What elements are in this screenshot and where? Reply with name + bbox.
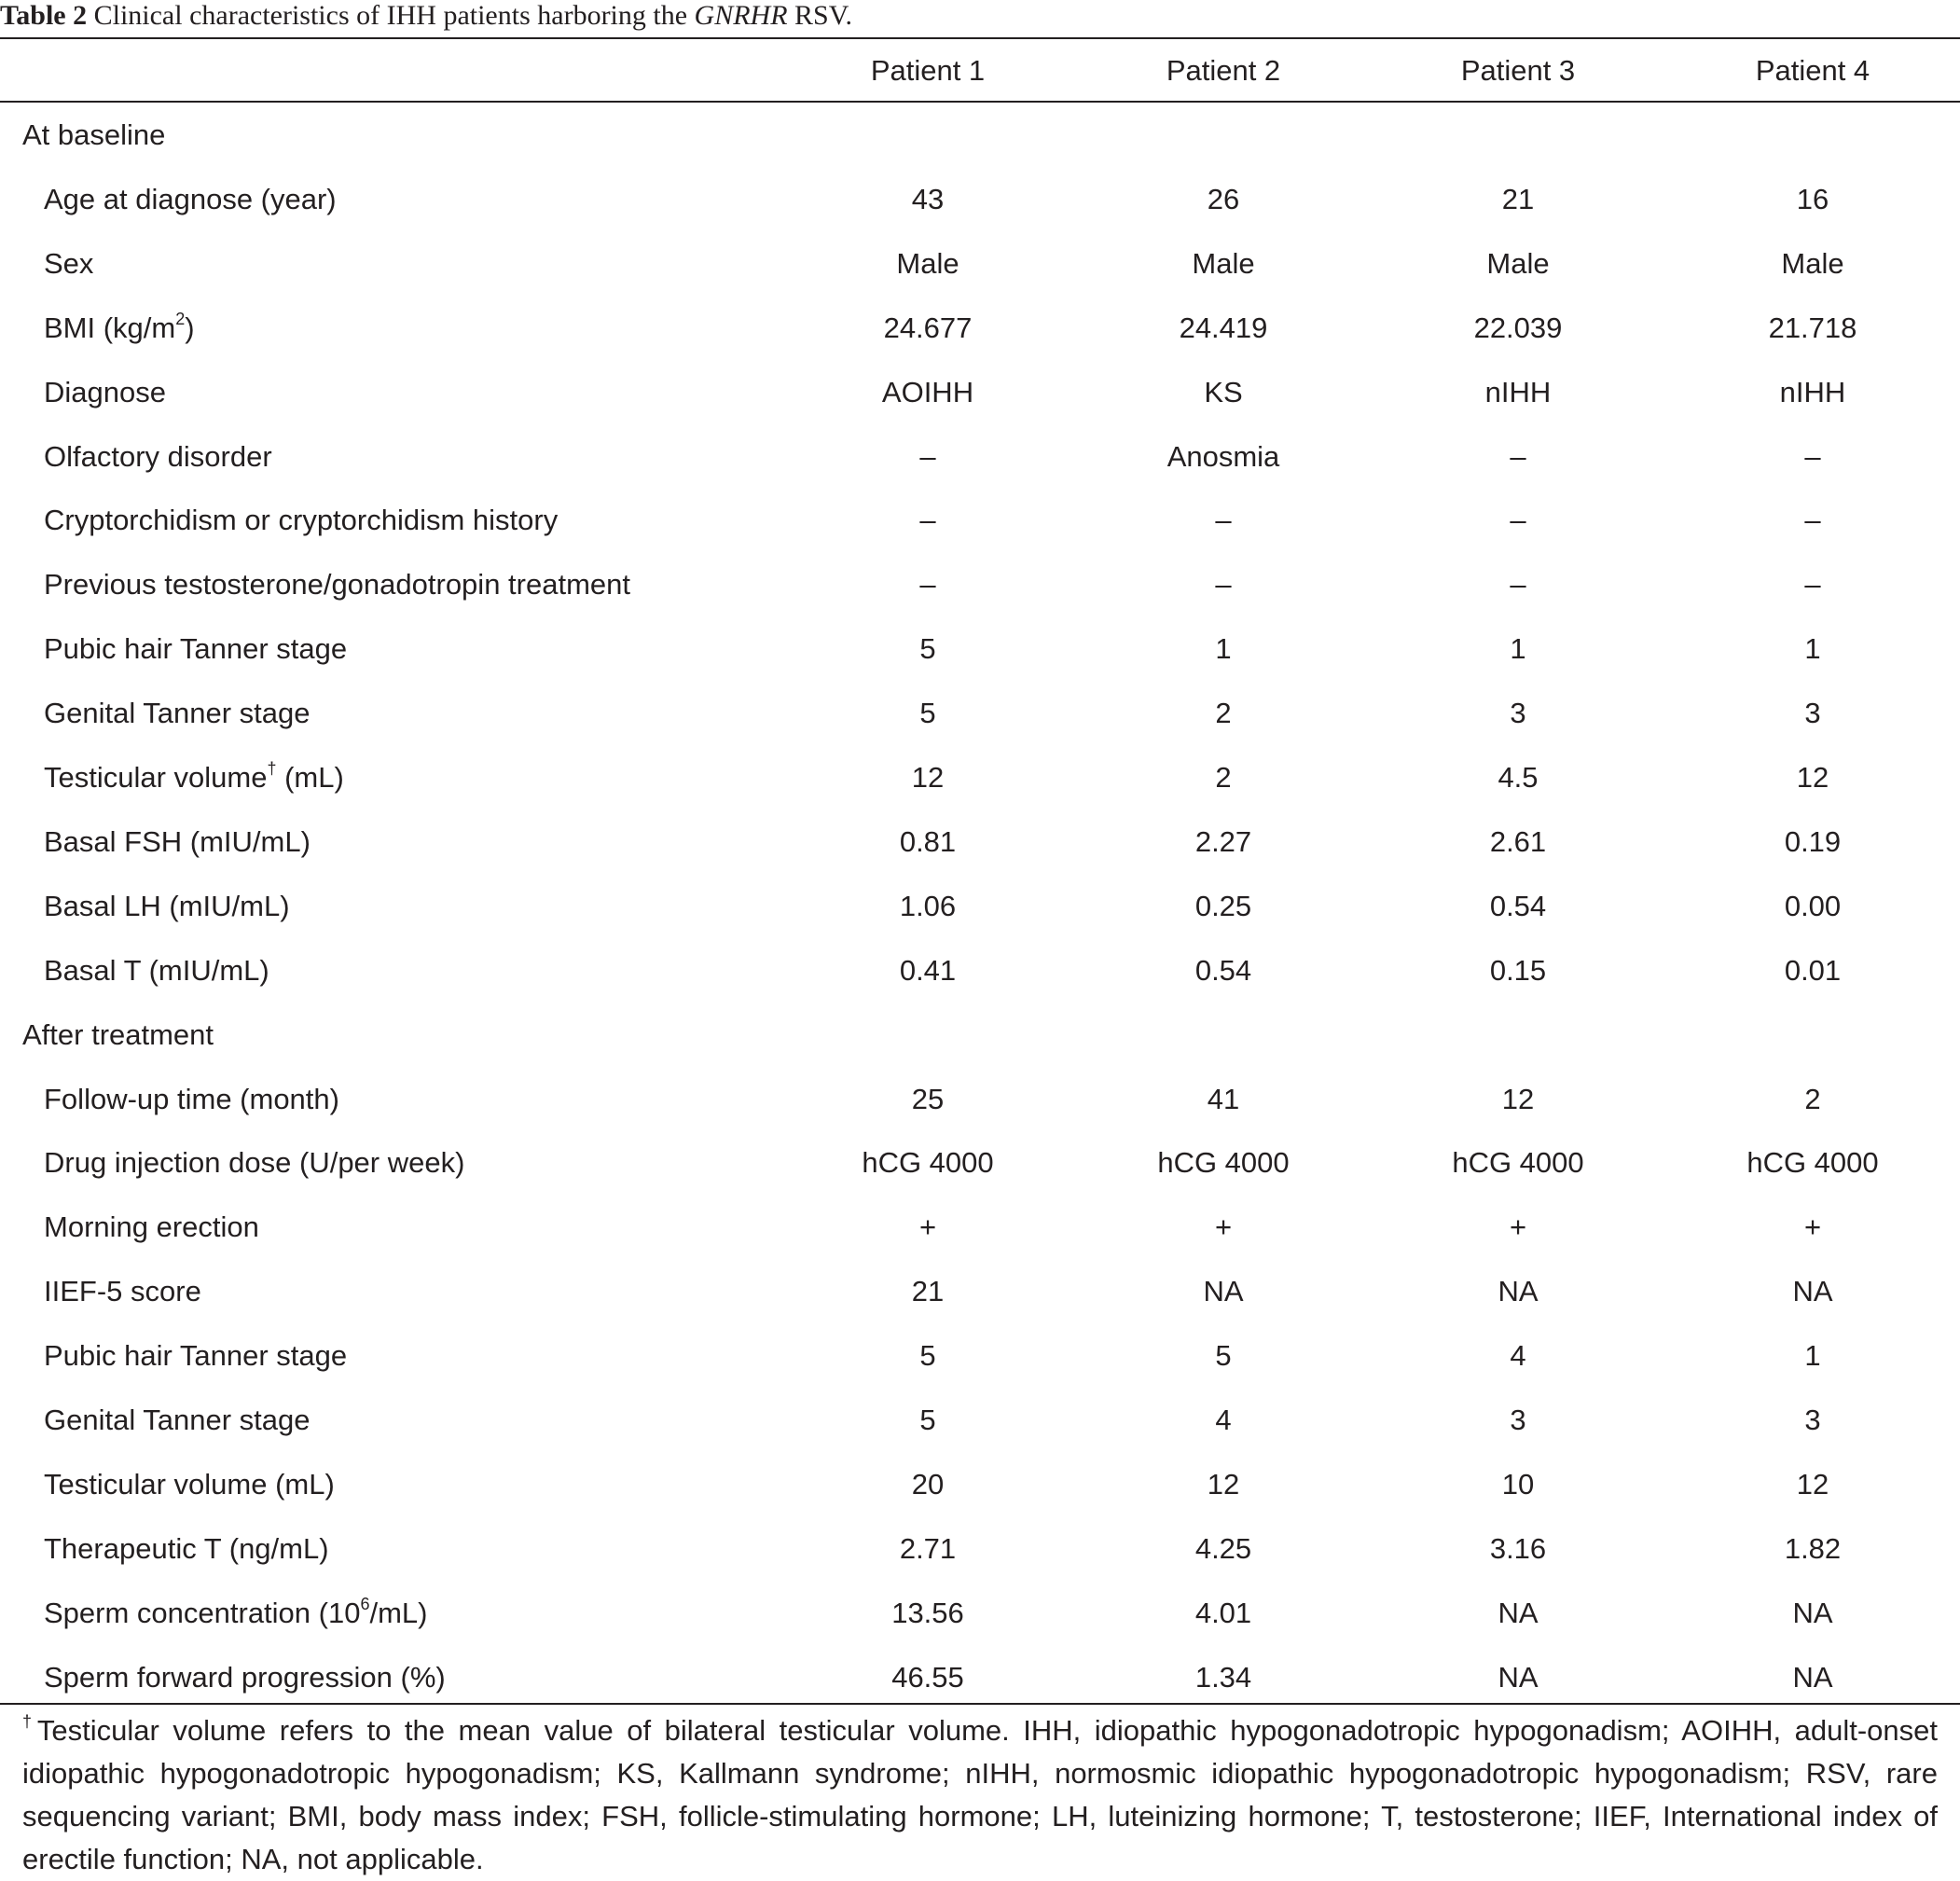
table-cell-patient-2: 12 <box>1207 1468 1240 1501</box>
table-cell-patient-4: 12 <box>1796 1468 1829 1501</box>
row-label <box>44 1273 201 1310</box>
table-cell-patient-3: – <box>1510 504 1526 536</box>
table-cell-patient-2: 1.34 <box>1194 1661 1252 1694</box>
table-cell-patient-2: 24.419 <box>1179 311 1268 344</box>
table-cell-patient-3: 3 <box>1510 697 1526 729</box>
footnote-mark: † <box>22 1711 37 1731</box>
row-label <box>44 759 344 796</box>
row-label-text: Basal LH (mIU/mL) <box>44 890 290 922</box>
table-cell-patient-2: – <box>1215 568 1232 601</box>
column-header-patient-4: Patient 4 <box>1755 54 1870 87</box>
table-cell-patient-1: AOIHH <box>881 376 974 408</box>
row-label-text: Genital Tanner stage <box>44 1404 311 1436</box>
table-cell-patient-2: KS <box>1204 376 1243 408</box>
table-cell-patient-3: 4 <box>1510 1339 1526 1372</box>
table-label: Table 2 <box>0 0 88 31</box>
table-cell-patient-4: NA <box>1792 1275 1833 1307</box>
row-label-text: Pubic hair Tanner stage <box>44 632 348 665</box>
row-label-text: Previous testosterone/gonadotropin treatment <box>44 568 630 601</box>
top-rule <box>0 37 1960 39</box>
table-cell-patient-1: 1.06 <box>899 890 957 922</box>
table-cell-patient-4: NA <box>1792 1597 1833 1629</box>
table-cell-patient-4: 12 <box>1796 761 1829 794</box>
table-cell-patient-2: 4.25 <box>1194 1532 1252 1565</box>
table-cell-patient-3: – <box>1510 568 1526 601</box>
row-label-text: Basal FSH (mIU/mL) <box>44 825 311 858</box>
table-cell-patient-1: 43 <box>911 183 945 215</box>
table-cell-patient-4: + <box>1803 1210 1822 1243</box>
table-cell-patient-1: 5 <box>919 1404 936 1436</box>
table-cell-patient-4: 0.19 <box>1784 825 1842 858</box>
row-label-text: At baseline <box>22 118 166 151</box>
table-cell-patient-3: 1 <box>1510 632 1526 665</box>
table-cell-patient-3: hCG 4000 <box>1452 1146 1584 1179</box>
caption-text-after: RSV. <box>787 0 853 31</box>
table-cell-patient-2: 2 <box>1215 761 1232 794</box>
row-label-text: Sperm forward progression (%) <box>44 1661 446 1694</box>
row-label <box>44 245 93 283</box>
table-cell-patient-4: 2 <box>1804 1083 1821 1115</box>
table-cell-patient-1: 46.55 <box>891 1661 964 1694</box>
header-rule <box>0 101 1960 103</box>
table-cell-patient-2: 41 <box>1207 1083 1240 1115</box>
row-label-text: Cryptorchidism or cryptorchidism history <box>44 504 559 536</box>
table-cell-patient-4: – <box>1804 504 1821 536</box>
table-cell-patient-4: 0.00 <box>1784 890 1842 922</box>
table-footnote <box>22 1709 1938 1881</box>
table-cell-patient-4: – <box>1804 568 1821 601</box>
bottom-rule <box>0 1703 1960 1705</box>
table-cell-patient-1: Male <box>896 247 959 280</box>
row-label-suffix: /mL) <box>369 1597 428 1629</box>
row-label <box>44 1402 311 1439</box>
row-label-text: Testicular volume (mL) <box>44 1468 335 1501</box>
table-cell-patient-1: 25 <box>911 1083 945 1115</box>
table-cell-patient-2: Male <box>1192 247 1255 280</box>
table-cell-patient-2: 26 <box>1207 183 1240 215</box>
row-label-text: Follow-up time (month) <box>44 1083 339 1115</box>
table-cell-patient-2: 2 <box>1215 697 1232 729</box>
column-header-patient-3: Patient 3 <box>1460 54 1576 87</box>
section-heading <box>22 1017 214 1054</box>
row-label-suffix: (mL) <box>276 761 344 794</box>
row-label-text: Pubic hair Tanner stage <box>44 1339 348 1372</box>
table-cell-patient-3: NA <box>1498 1275 1539 1307</box>
table-cell-patient-1: 5 <box>919 632 936 665</box>
table-cell-patient-3: NA <box>1498 1597 1539 1629</box>
row-label <box>44 1595 427 1632</box>
table-cell-patient-3: 3 <box>1510 1404 1526 1436</box>
row-label <box>44 566 630 603</box>
row-label <box>44 1209 259 1246</box>
row-label-text: Therapeutic T (ng/mL) <box>44 1532 329 1565</box>
table-cell-patient-3: 21 <box>1501 183 1535 215</box>
footnote-text: Testicular volume refers to the mean value of bilateral testicular volume. IHH, idiopathic hypogonadotropic hypogonadism; AOIHH, adult-onset idiopathic hypogonadotropic hypogonadism; KS, Kallmann syndrome; nIHH, normosmic idiopathic hypogonadotropic hypogonadism; RSV, rare sequencing variant; BMI, body mass index; FSH, follicle-stimulating hormone; LH, luteinizing hormone; T, testosterone; IIEF, International index of erectile function; NA, not applicable. <box>22 1714 1938 1875</box>
table-cell-patient-2: NA <box>1203 1275 1244 1307</box>
table-cell-patient-4: 0.01 <box>1784 954 1842 987</box>
table-cell-patient-2: 4 <box>1215 1404 1232 1436</box>
row-label <box>44 438 272 476</box>
row-label-text: Olfactory disorder <box>44 440 272 473</box>
table-cell-patient-3: 2.61 <box>1489 825 1547 858</box>
row-label-text: Basal T (mIU/mL) <box>44 954 269 987</box>
row-label-text: BMI (kg/m <box>44 311 176 344</box>
table-cell-patient-2: – <box>1215 504 1232 536</box>
table-cell-patient-3: 4.5 <box>1498 761 1539 794</box>
table-cell-patient-4: – <box>1804 440 1821 473</box>
table-cell-patient-1: 2.71 <box>899 1532 957 1565</box>
table-cell-patient-3: + <box>1509 1210 1527 1243</box>
row-label <box>44 695 311 732</box>
table-cell-patient-3: 0.54 <box>1489 890 1547 922</box>
table-cell-patient-3: nIHH <box>1484 376 1552 408</box>
table-cell-patient-1: 5 <box>919 697 936 729</box>
table-cell-patient-1: 21 <box>911 1275 945 1307</box>
table-cell-patient-2: + <box>1214 1210 1233 1243</box>
row-label-text: Genital Tanner stage <box>44 697 311 729</box>
row-label <box>44 1530 329 1568</box>
table-cell-patient-4: 3 <box>1804 1404 1821 1436</box>
column-header-patient-1: Patient 1 <box>870 54 986 87</box>
caption-text-before: Clinical characteristics of IHH patients harboring the <box>87 0 695 31</box>
table-cell-patient-1: hCG 4000 <box>862 1146 994 1179</box>
table-cell-patient-4: 1.82 <box>1784 1532 1842 1565</box>
row-label <box>44 374 166 411</box>
table-cell-patient-2: hCG 4000 <box>1157 1146 1290 1179</box>
table-cell-patient-2: 5 <box>1215 1339 1232 1372</box>
table-cell-patient-1: 24.677 <box>883 311 973 344</box>
row-label-text: Testicular volume <box>44 761 268 794</box>
table-cell-patient-4: 16 <box>1796 183 1829 215</box>
row-label-text: Sperm concentration (10 <box>44 1597 361 1629</box>
table-cell-patient-2: 2.27 <box>1194 825 1252 858</box>
row-label <box>44 1337 347 1375</box>
table-cell-patient-3: 12 <box>1501 1083 1535 1115</box>
row-label <box>44 630 347 668</box>
row-label <box>44 1659 446 1696</box>
row-label <box>44 1466 335 1503</box>
section-heading <box>22 117 165 154</box>
row-label-text: Drug injection dose (U/per week) <box>44 1146 465 1179</box>
table-cell-patient-3: 3.16 <box>1489 1532 1547 1565</box>
row-label <box>44 310 195 347</box>
table-cell-patient-2: 1 <box>1215 632 1232 665</box>
table-cell-patient-1: 0.81 <box>899 825 957 858</box>
row-label-text: Age at diagnose (year) <box>44 183 337 215</box>
table-cell-patient-4: 3 <box>1804 697 1821 729</box>
row-label-suffix: ) <box>185 311 195 344</box>
table-cell-patient-3: 10 <box>1501 1468 1535 1501</box>
table-cell-patient-1: 5 <box>919 1339 936 1372</box>
table-cell-patient-4: NA <box>1792 1661 1833 1694</box>
row-label-text: IIEF-5 score <box>44 1275 201 1307</box>
table-cell-patient-3: NA <box>1498 1661 1539 1694</box>
column-header-patient-2: Patient 2 <box>1166 54 1281 87</box>
table-cell-patient-3: – <box>1510 440 1526 473</box>
row-label <box>44 1144 464 1182</box>
row-label <box>44 181 337 218</box>
table-cell-patient-4: 21.718 <box>1768 311 1857 344</box>
row-label <box>44 1081 339 1118</box>
table-cell-patient-2: Anosmia <box>1166 440 1280 473</box>
table-caption <box>0 0 852 32</box>
table-cell-patient-4: 1 <box>1804 632 1821 665</box>
row-label-text: Diagnose <box>44 376 166 408</box>
table-cell-patient-2: 4.01 <box>1194 1597 1252 1629</box>
table-cell-patient-1: – <box>919 568 936 601</box>
table-cell-patient-4: nIHH <box>1779 376 1846 408</box>
table-cell-patient-1: – <box>919 440 936 473</box>
caption-gene: GNRHR <box>694 0 788 31</box>
row-label <box>44 888 290 925</box>
table-cell-patient-3: 22.039 <box>1473 311 1563 344</box>
row-label-superscript: † <box>267 758 277 778</box>
row-label-text: Sex <box>44 247 94 280</box>
row-label-text: After treatment <box>22 1018 214 1051</box>
row-label-text: Morning erection <box>44 1210 259 1243</box>
table-cell-patient-1: 13.56 <box>891 1597 964 1629</box>
table-cell-patient-3: Male <box>1486 247 1550 280</box>
table-cell-patient-3: 0.15 <box>1489 954 1547 987</box>
row-label <box>44 952 269 989</box>
table-cell-patient-1: 20 <box>911 1468 945 1501</box>
table-cell-patient-1: 0.41 <box>899 954 957 987</box>
table-cell-patient-1: – <box>919 504 936 536</box>
table-cell-patient-1: + <box>918 1210 937 1243</box>
table-cell-patient-2: 0.54 <box>1194 954 1252 987</box>
table-cell-patient-4: Male <box>1781 247 1844 280</box>
row-label-superscript: 6 <box>360 1594 370 1613</box>
table-cell-patient-2: 0.25 <box>1194 890 1252 922</box>
row-label <box>44 823 311 861</box>
table-cell-patient-1: 12 <box>911 761 945 794</box>
table-cell-patient-4: 1 <box>1804 1339 1821 1372</box>
table-cell-patient-4: hCG 4000 <box>1746 1146 1879 1179</box>
row-label <box>44 502 558 539</box>
row-label-superscript: 2 <box>175 309 186 328</box>
